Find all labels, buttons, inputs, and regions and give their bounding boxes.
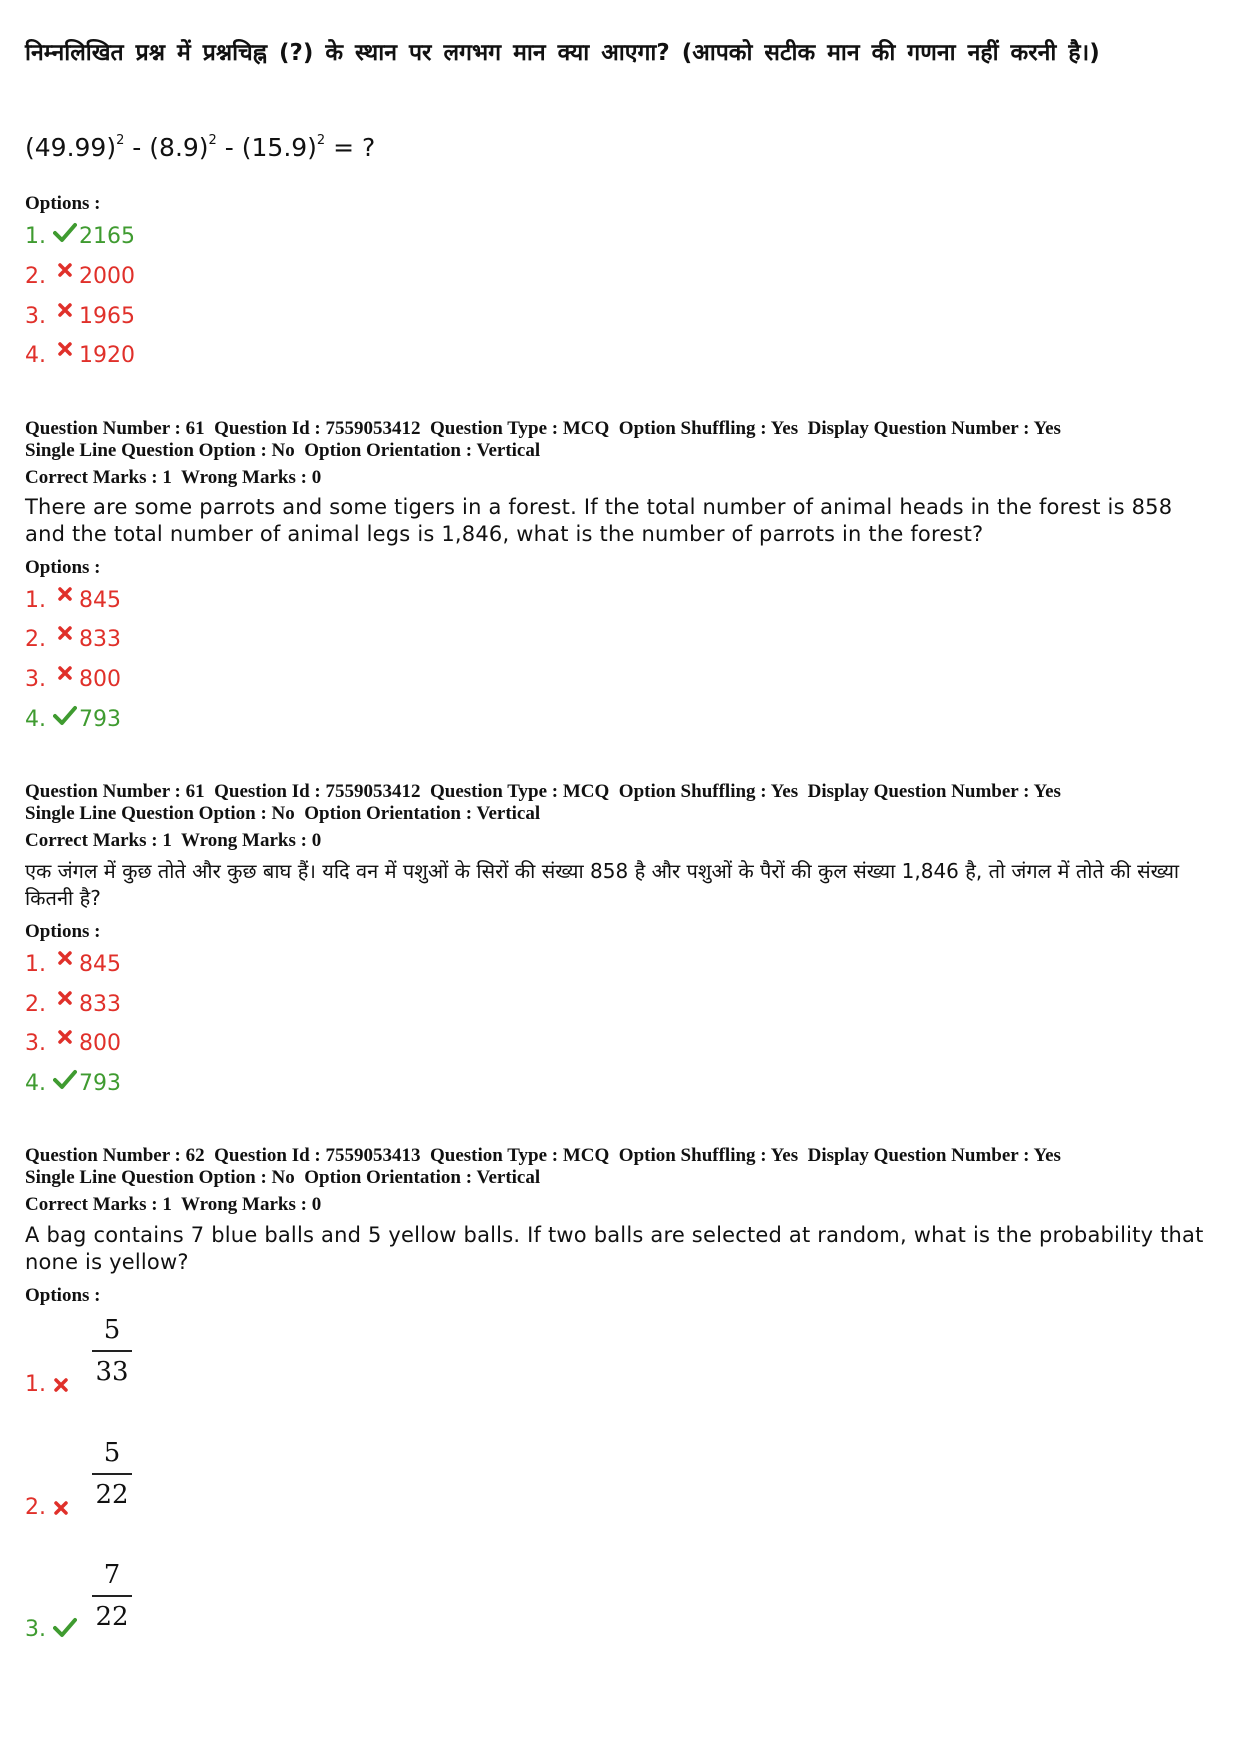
option-3: 3. 800 <box>25 665 121 695</box>
cross-icon <box>51 586 79 616</box>
question-meta: Question Number : 61 Question Id : 7559053412 Question Type : MCQ Option Shuffling : Yes Display Question Number : Yes Single Line Question Option : No Option Orientation : Vertical <box>25 781 1061 824</box>
check-icon <box>51 1069 79 1099</box>
option-4: 4. 793 <box>25 1069 121 1099</box>
question-formula: $(49.99)^2 - (8.9)^2 - (15.9)^2$ = ? <box>25 133 376 162</box>
option-3: 3. 800 <box>25 1029 121 1059</box>
question-text-hindi: निम्नलिखित प्रश्न में प्रश्नचिह्न (?) के स्थान पर लगभग मान क्या आएगा? (आपको सटीक मान की गणना नहीं करनी है।) <box>25 40 1100 66</box>
check-icon <box>53 1617 77 1645</box>
cross-icon <box>51 302 79 332</box>
check-icon <box>51 222 79 252</box>
cross-icon <box>51 1029 79 1059</box>
fraction-bar <box>92 1473 132 1475</box>
option-1: 1. 845 <box>25 586 121 616</box>
cross-icon <box>51 341 79 371</box>
cross-icon <box>51 950 79 980</box>
option-1: 1. 2165 <box>25 222 135 252</box>
options-label: Options : <box>25 1285 101 1306</box>
fraction: 5 33 <box>92 1312 132 1390</box>
fraction: 5 22 <box>92 1435 132 1513</box>
cross-icon <box>51 665 79 695</box>
question-meta: Question Number : 61 Question Id : 7559053412 Question Type : MCQ Option Shuffling : Yes Display Question Number : Yes Single Line Question Option : No Option Orientation : Vertical <box>25 418 1061 461</box>
option-2: 2. 5 22 <box>25 1435 165 1535</box>
check-icon <box>51 705 79 735</box>
option-3: 3. 1965 <box>25 302 135 332</box>
fraction: 7 22 <box>92 1557 132 1635</box>
option-2: 2. 2000 <box>25 262 135 292</box>
options-label: Options : <box>25 193 101 214</box>
options-label: Options : <box>25 557 101 578</box>
question-marks: Correct Marks : 1 Wrong Marks : 0 <box>25 830 322 851</box>
question-text-hindi: एक जंगल में कुछ तोते और कुछ बाघ हैं। यदि वन में पशुओं के सिरों की संख्या 858 है और पशुओं के पैरों की कुल संख्या 1,846 है, तो जंगल में तोते की संख्या कितनी है? <box>25 859 1180 910</box>
question-marks: Correct Marks : 1 Wrong Marks : 0 <box>25 1194 322 1215</box>
option-4: 4. 1920 <box>25 341 135 371</box>
question-text-english: A bag contains 7 blue balls and 5 yellow balls. If two balls are selected at random, what is the probability that none is yellow? <box>25 1223 1204 1274</box>
fraction-bar <box>92 1350 132 1352</box>
option-2: 2. 833 <box>25 625 121 655</box>
option-4: 4. 793 <box>25 705 121 735</box>
question-meta: Question Number : 62 Question Id : 7559053413 Question Type : MCQ Option Shuffling : Yes Display Question Number : Yes Single Line Question Option : No Option Orientation : Vertical <box>25 1145 1061 1188</box>
option-3: 3. 7 22 <box>25 1557 165 1657</box>
option-2: 2. 833 <box>25 990 121 1020</box>
cross-icon <box>51 990 79 1020</box>
question-text-english: There are some parrots and some tigers in a forest. If the total number of animal heads in the forest is 858 and the total number of animal legs is 1,846, what is the number of parrots in the forest? <box>25 495 1173 546</box>
cross-icon <box>53 1497 69 1522</box>
cross-icon <box>53 1374 69 1399</box>
option-1: 1. 5 33 <box>25 1312 165 1412</box>
cross-icon <box>51 262 79 292</box>
options-label: Options : <box>25 921 101 942</box>
cross-icon <box>51 625 79 655</box>
option-1: 1. 845 <box>25 950 121 980</box>
question-marks: Correct Marks : 1 Wrong Marks : 0 <box>25 467 322 488</box>
fraction-bar <box>92 1595 132 1597</box>
